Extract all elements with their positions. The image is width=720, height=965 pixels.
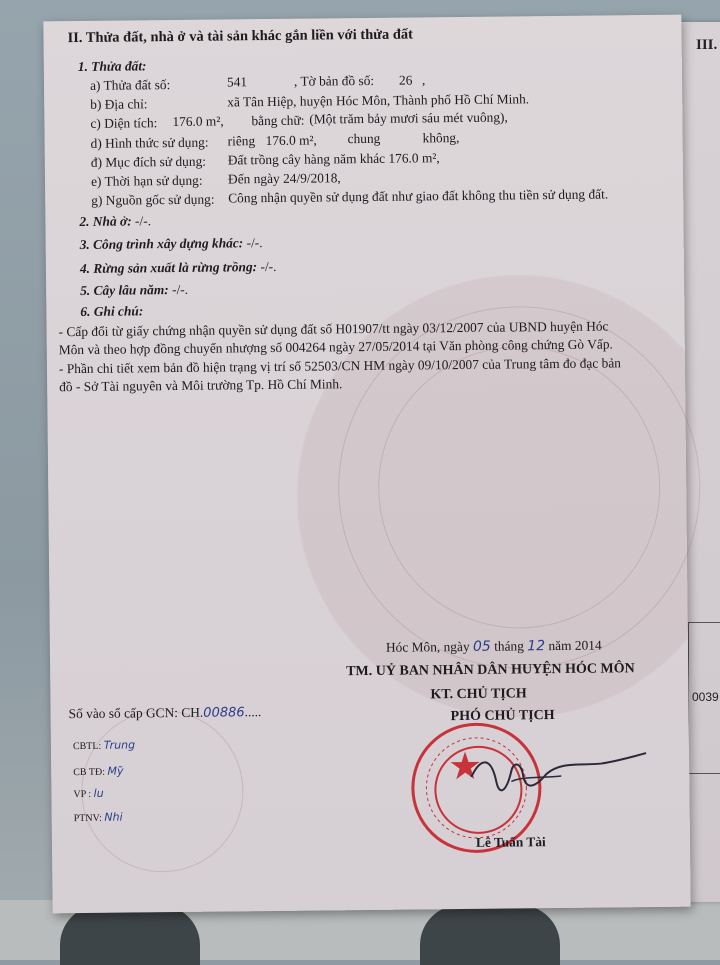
origin-value: Công nhận quyền sử dụng đất như giao đất không thu tiền sử dụng đất. <box>228 186 609 206</box>
area-words-label: bằng chữ: <box>251 112 305 129</box>
role-vice-chairman: PHÓ CHỦ TỊCH <box>450 708 555 725</box>
address-value: xã Tân Hiệp, huyện Hóc Môn, Thành phố Hồ Chí Minh. <box>227 91 530 110</box>
signature <box>451 735 652 817</box>
area-value: 176.0 m², <box>172 113 224 130</box>
vp-label: VP : <box>73 788 92 801</box>
cbtd-label: CB TĐ: <box>73 766 106 779</box>
gcn-entry <box>69 704 262 722</box>
shared-label: chung <box>347 130 381 147</box>
forest-heading: 4. Rừng sản xuất là rừng trồng: <box>79 259 258 276</box>
ptnv-label: PTNV: <box>73 812 102 825</box>
signer-name: Lê Tuấn Tài <box>475 834 546 850</box>
shoe-left <box>60 905 200 965</box>
construction-heading: 3. Công trình xây dựng khác: <box>79 235 244 252</box>
vp-value: lu <box>93 786 104 800</box>
section-title: II. Thửa đất, nhà ở và tài sản khác gắn liền với thửa đất <box>67 26 414 47</box>
usage-form-label: d) Hình thức sử dụng: <box>90 134 209 151</box>
cbtl-value: Trung <box>103 738 136 752</box>
term-value: Đến ngày 24/9/2018, <box>227 170 341 187</box>
term-label: e) Thời hạn sử dụng: <box>90 172 203 189</box>
cbtl-row <box>73 738 135 752</box>
notes-line-1: - Cấp đổi từ giấy chứng nhận quyền sử dụng đất số H01907/tt ngày 03/12/2007 của UBND huyện Hóc <box>58 318 609 340</box>
cbtd-row <box>73 765 123 779</box>
origin-label: g) Nguồn gốc sử dụng: <box>91 191 215 208</box>
parcel-number-value: 541 <box>226 74 248 90</box>
house-heading: 2. Nhà ở: <box>79 213 132 229</box>
notes-line-4: đồ - Sở Tài nguyên và Môi trường Tp. Hồ Chí Minh. <box>59 376 343 395</box>
parcel-heading: 1. Thửa đất: <box>77 58 147 75</box>
house-item <box>79 213 151 230</box>
cbtd-value: Mỹ <box>107 764 124 778</box>
watermark-small <box>81 709 245 873</box>
ptnv-value: Nhi <box>104 810 123 824</box>
gcn-value: 00886 <box>203 705 245 721</box>
next-page-title: III. <box>696 37 718 53</box>
perennial-item <box>80 282 188 299</box>
house-value: -/-. <box>134 213 152 229</box>
sign-month-label: tháng <box>494 638 524 654</box>
area-label: c) Diện tích: <box>90 115 158 131</box>
cbtl-label: CBTL: <box>72 740 102 753</box>
address-label: b) Địa chỉ: <box>90 96 148 112</box>
seal-star-icon: ★ <box>447 745 483 789</box>
sign-month: 12 <box>527 638 546 655</box>
parcel-number-label: a) Thửa đất số: <box>89 77 171 93</box>
gcn-label: Số vào sổ cấp GCN: CH. <box>68 704 204 722</box>
map-sheet-label: , Tờ bản đồ số: <box>293 72 375 89</box>
role-chairman: KT. CHỦ TỊCH <box>430 686 527 703</box>
shoe-right <box>420 905 560 965</box>
purpose-value: Đất trồng cây hàng năm khác 176.0 m², <box>227 150 440 168</box>
certificate-page <box>43 15 690 914</box>
sign-day: 05 <box>472 638 491 655</box>
shared-value: không, <box>422 130 460 146</box>
notes-line-2: Môn và theo hợp đồng chuyển nhượng số 004264 ngày 27/05/2014 tại Văn phòng công chứng Gò Vấp. <box>58 336 613 358</box>
construction-value: -/-. <box>246 235 263 251</box>
map-sheet-value: 26 <box>398 72 413 88</box>
private-label: riêng <box>227 133 256 149</box>
construction-item <box>80 235 263 253</box>
notes-line-3: - Phần chi tiết xem bản đồ hiện trạng vị trí số 52503/CN HM ngày 09/10/2007 của Trung tâm đo đạc bản <box>58 355 622 377</box>
notes-heading: 6. Ghi chú: <box>80 303 144 319</box>
vp-row <box>73 787 103 800</box>
watermark-emblem-inner <box>377 345 662 630</box>
authority: TM. UỶ BAN NHÂN DÂN HUYỆN HÓC MÔN <box>346 661 635 680</box>
sign-place-prefix: Hóc Môn, ngày <box>385 638 470 655</box>
area-words-value: (Một trăm bảy mươi sáu mét vuông), <box>309 109 508 127</box>
perennial-value: -/-. <box>171 281 189 298</box>
forest-item <box>80 259 277 277</box>
sign-year: năm 2014 <box>548 637 602 654</box>
map-sheet-comma: , <box>421 72 426 88</box>
sign-date <box>386 638 602 656</box>
purpose-label: đ) Mục đích sử dụng: <box>90 153 207 170</box>
perennial-heading: 5. Cây lâu năm: <box>80 282 169 298</box>
private-value: 176.0 m², <box>265 132 317 149</box>
forest-value: -/-. <box>260 258 277 275</box>
ptnv-row <box>74 811 123 825</box>
gcn-dots: ..... <box>244 704 262 720</box>
next-page-number: 0039 <box>692 690 719 704</box>
